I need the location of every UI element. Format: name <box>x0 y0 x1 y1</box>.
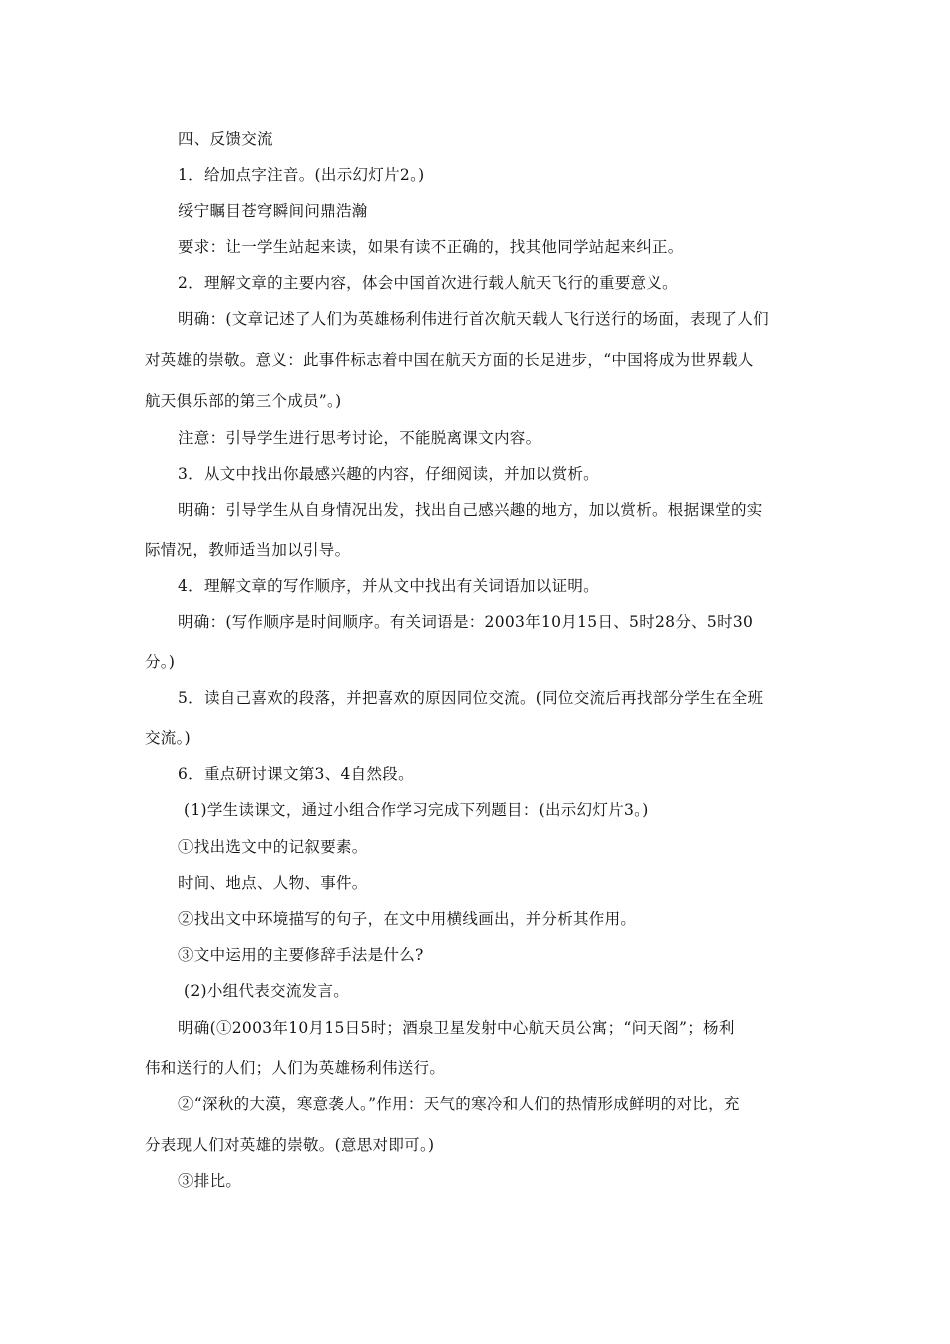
question-6-answer-line-4: 分表现人们对英雄的崇敬。(意思对即可。) <box>145 1136 435 1154</box>
question-6-part-1-a: ①找出选文中的记叙要素。 <box>178 838 368 856</box>
question-6-part-1: (1)学生读课文，通过小组合作学习完成下列题目：(出示幻灯片3。) <box>184 801 649 819</box>
question-1: 1．给加点字注音。(出示幻灯片2。) <box>178 166 425 184</box>
question-6-answer-line-3: ②“深秋的大漠，寒意袭人。”作用：天气的寒冷和人们的热情形成鲜明的对比，充 <box>178 1095 740 1113</box>
question-6-part-2: (2)小组代表交流发言。 <box>184 982 350 1000</box>
question-2-answer-line-1: 明确：(文章记述了人们为英雄杨利伟进行首次航天载人飞行送行的场面，表现了人们 <box>178 310 769 328</box>
question-5-line-2: 交流。) <box>145 729 191 747</box>
question-2-note: 注意：引导学生进行思考讨论，不能脱离课文内容。 <box>178 429 542 447</box>
question-3-answer-line-1: 明确：引导学生从自身情况出发，找出自己感兴趣的地方，加以赏析。根据课堂的实 <box>178 501 763 519</box>
question-3-answer-line-2: 际情况，教师适当加以引导。 <box>145 541 351 559</box>
question-6-answer-line-2: 伟和送行的人们；人们为英雄杨利伟送行。 <box>145 1059 446 1077</box>
question-2: 2．理解文章的主要内容，体会中国首次进行载人航天飞行的重要意义。 <box>178 274 678 292</box>
question-4-answer-line-1: 明确：(写作顺序是时间顺序。有关词语是：2003年10月15日、5时28分、5时30 <box>178 613 754 631</box>
section-title: 四、反馈交流 <box>178 130 273 148</box>
question-4-answer-line-2: 分。) <box>145 653 176 671</box>
question-6-part-1-b: ②找出文中环境描写的句子，在文中用横线画出，并分析其作用。 <box>178 910 637 928</box>
question-1-requirement: 要求：让一学生站起来读，如果有读不正确的，找其他同学站起来纠正。 <box>178 238 684 256</box>
question-4: 4．理解文章的写作顺序，并从文中找出有关词语加以证明。 <box>178 577 599 595</box>
question-2-answer-line-3: 航天俱乐部的第三个成员”。) <box>145 392 342 410</box>
question-2-answer-line-2: 对英雄的崇敬。意义：此事件标志着中国在航天方面的长足进步，“中国将成为世界载人 <box>145 351 754 369</box>
question-6: 6．重点研讨课文第3、4自然段。 <box>178 765 414 783</box>
question-6-answer-line-5: ③排比。 <box>178 1172 242 1190</box>
question-1-characters: 绥宁瞩目苍穹瞬间问鼎浩瀚 <box>178 202 368 220</box>
question-6-answer-line-1: 明确(①2003年10月15日5时；酒泉卫星发射中心航天员公寓；“问天阁”；杨利 <box>178 1019 735 1037</box>
question-6-part-1-a-answer: 时间、地点、人物、事件。 <box>178 874 368 892</box>
question-3: 3．从文中找出你最感兴趣的内容，仔细阅读，并加以赏析。 <box>178 465 599 483</box>
question-5-line-1: 5．读自己喜欢的段落，并把喜欢的原因同位交流。(同位交流后再找部分学生在全班 <box>178 689 764 707</box>
question-6-part-1-c: ③文中运用的主要修辞手法是什么? <box>178 946 424 964</box>
